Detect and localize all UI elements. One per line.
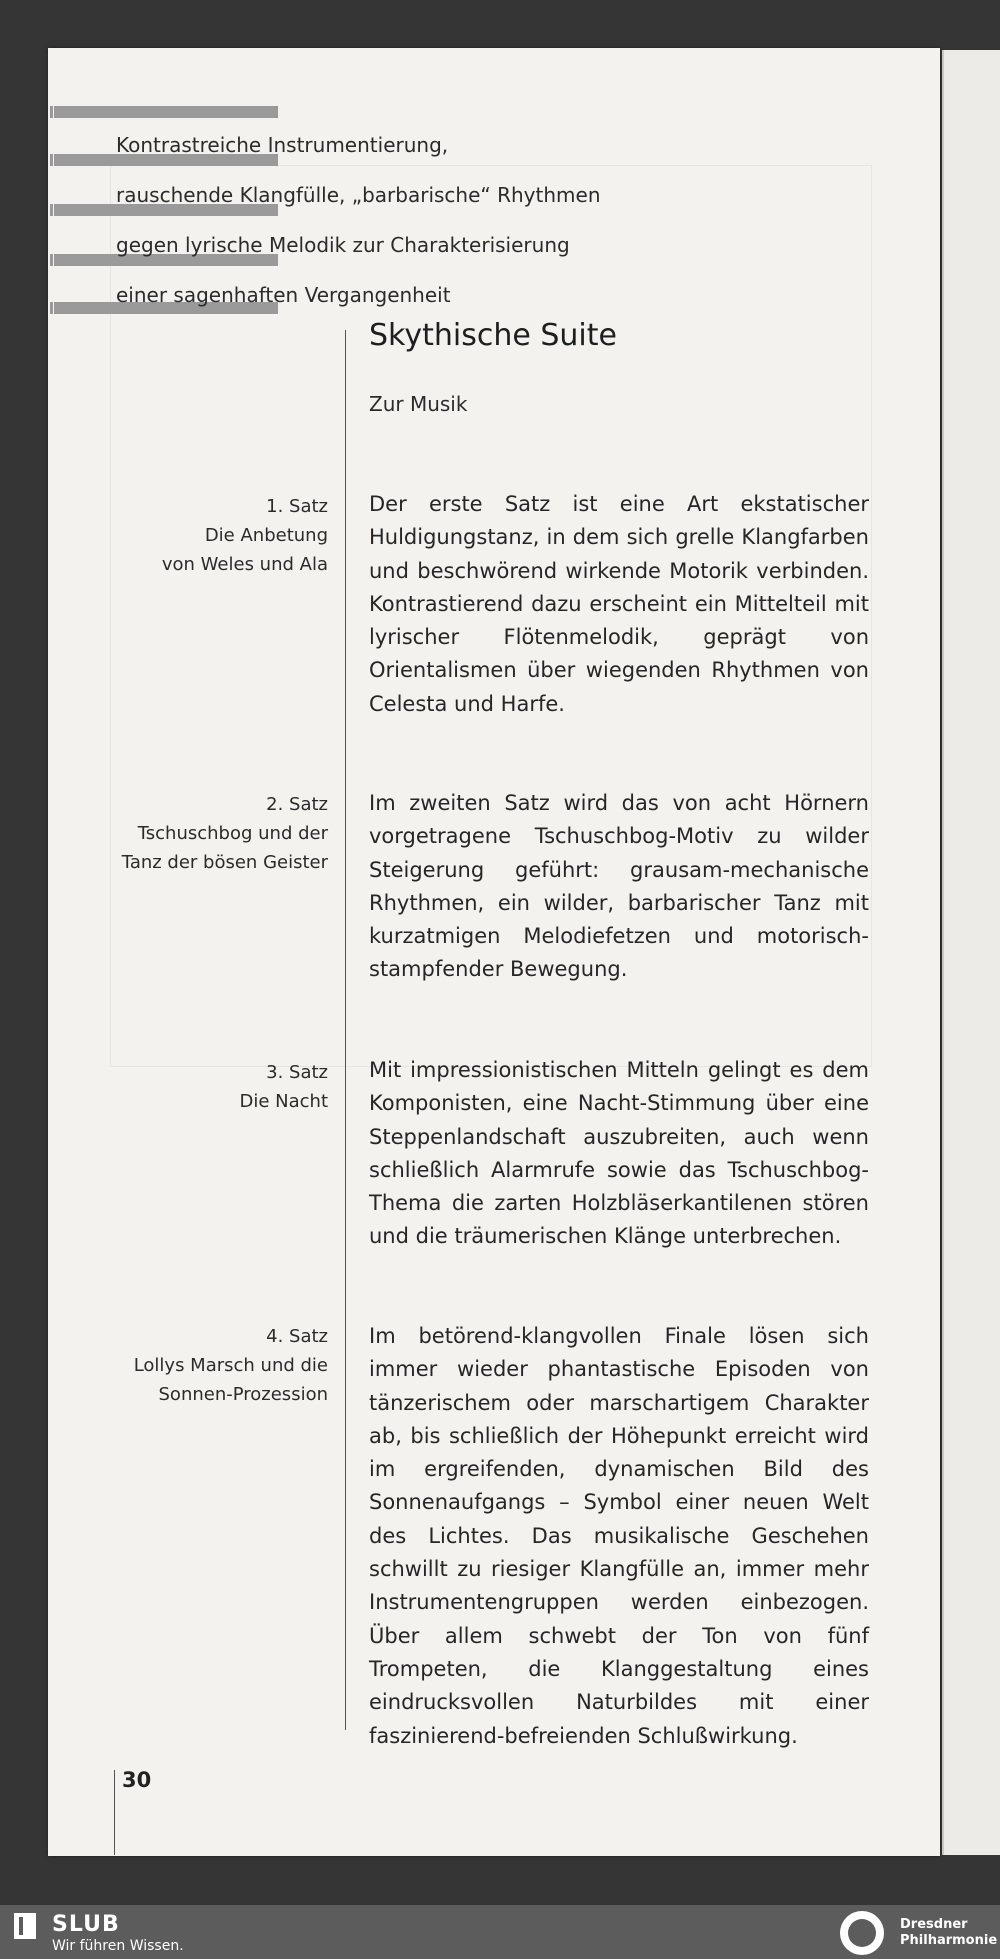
movement-name-line: Die Nacht [239,1091,328,1112]
movement-name-line: Lollys Marsch und die [133,1355,328,1376]
partner-line: Philharmonie [900,1933,998,1948]
page-number: 30 [122,1768,152,1792]
viewer-footer [0,1905,1000,1959]
philharmonie-logo-text[interactable] [900,1917,997,1949]
movement-text-1: Der erste Satz ist eine Art ekstatischer Huldigungstanz, in dem sich grelle Klangfarben und beschwörend wirkende Motorik verbinden. Kontrastierend dazu erscheint ein Mittelteil mit lyrischer Flötenmelodik, geprägt von Orientalismen über wiegenden Rhythmen von Celesta und Harfe. [369,492,869,716]
slub-logo-text[interactable]: SLUB [52,1912,120,1937]
header-lead [116,120,601,320]
movement-label-4 [134,1322,328,1409]
philharmonie-logo-icon[interactable] [840,1911,884,1955]
column-divider [345,330,346,1730]
header-line: gegen lyrische Melodik zur Charakterisierung [116,233,570,257]
header-line: Kontrastreiche Instrumentierung, [116,133,449,157]
slub-tagline: Wir führen Wissen. [52,1938,184,1954]
movement-text-2: Im zweiten Satz wird das von acht Hörnern vorgetragene Tschuschbog-Motiv zu wilder Steigerung geführt: grausam-mechanische Rhythmen, ein wilder, barbarischer Tanz mit kurzatmigen Melodiefetzen und motorisch-stampfender Bewegung. [369,791,869,982]
facing-page-edge [942,50,1000,1855]
movement-name-line: Tanz der bösen Geister [121,852,328,873]
movement-name-line: Tschuschbog und der [137,823,328,844]
slub-logo-icon[interactable] [14,1913,36,1939]
movement-name-line: von Weles und Ala [161,554,328,575]
movement-number: 2. Satz [266,794,328,815]
partner-line: Dresdner [900,1917,968,1932]
header-line: rauschende Klangfülle, „barbarische“ Rhythmen [116,183,601,207]
movement-name-line: Die Anbetung [204,525,328,546]
movement-number: 1. Satz [266,496,328,517]
page-title: Skythische Suite [369,318,617,353]
movement-number: 4. Satz [266,1326,328,1347]
movement-text-4: Im betörend-klangvollen Finale lösen sich immer wieder phantastische Episoden von tänzerischem oder marschartigem Charakter ab, bis schließlich der Höhepunkt erreicht wird im ergreifenden, dynamischen Bild des Sonnenaufgangs – Symbol einer neuen Welt des Lichtes. Das musikalische Geschehen schwillt zu riesiger Klangfülle an, immer mehr Instrumentengruppen werden einbezogen. Über allem schwebt der Ton von fünf Trompeten, die Klanggestaltung eines eindrucksvollen Naturbildes mit einer faszinierend-befreienden Schlußwirkung. [369,1324,869,1748]
movement-label-2 [122,790,328,877]
header-line: einer sagenhaften Vergangenheit [116,283,451,307]
movement-name-line: Sonnen-Prozession [158,1384,328,1405]
movement-text-3: Mit impressionistischen Mitteln gelingt es dem Komponisten, eine Nacht-Stimmung über eine Steppenlandschaft auszubreiten, auch wenn schließlich Alarmrufe sowie das Tschuschbog-Thema die zarten Holzbläserkantilenen stören und die träumerischen Klänge unterbrechen. [369,1058,869,1249]
page-subtitle: Zur Musik [369,392,468,416]
movement-label-1 [162,492,328,579]
movement-label-3 [239,1058,328,1116]
movement-number: 3. Satz [266,1062,328,1083]
page-number-rule [114,1770,115,1855]
